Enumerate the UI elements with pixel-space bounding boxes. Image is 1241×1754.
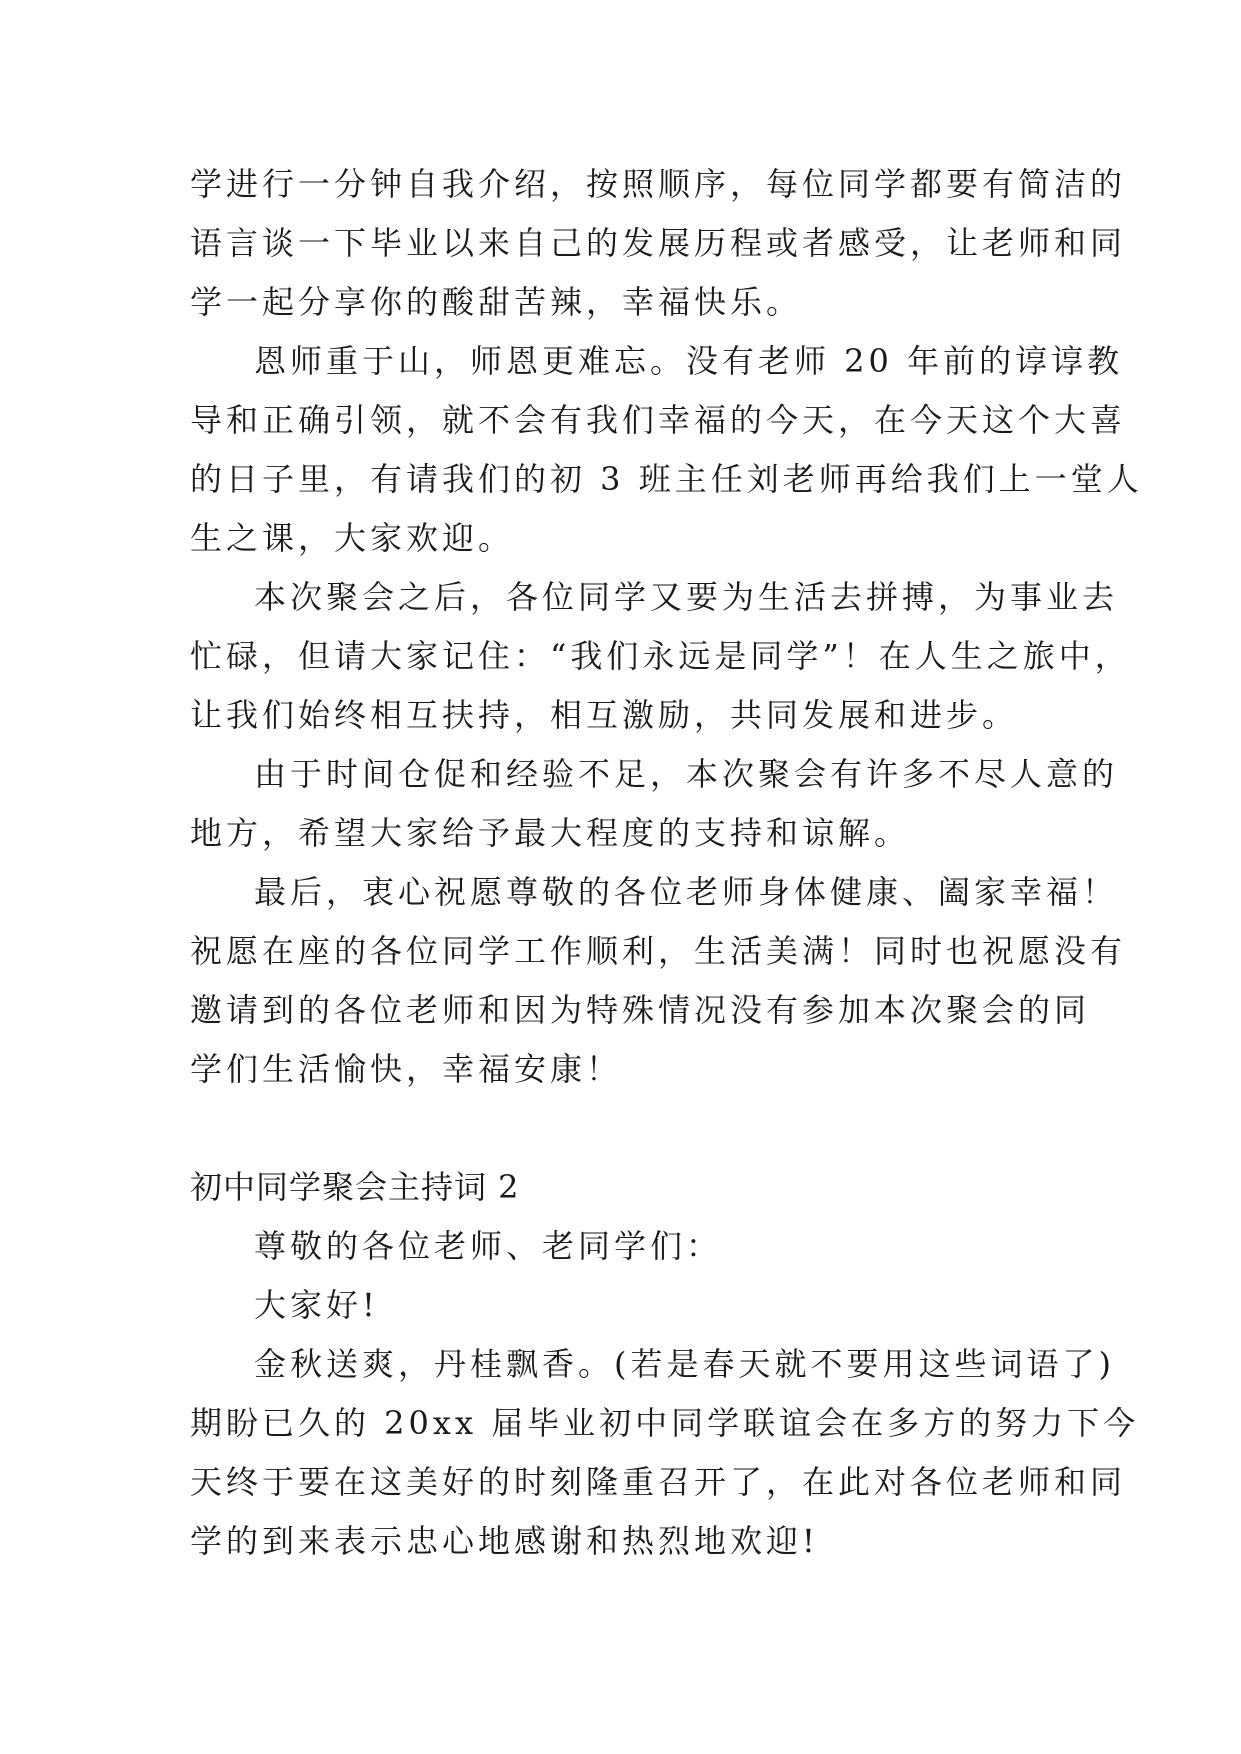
paragraph-line: 邀请到的各位老师和因为特殊情况没有参加本次聚会的同 — [190, 991, 1091, 1029]
paragraph-line: 的日子里，有请我们的初 3 班主任刘老师再给我们上一堂人 — [190, 460, 1143, 498]
section-title: 初中同学聚会主持词 2 — [190, 1168, 520, 1206]
paragraph-line: 忙碌，但请大家记住：“我们永远是同学”！在人生之旅中， — [190, 637, 1131, 675]
paragraph-line: 由于时间仓促和经验不足，本次聚会有许多不尽人意的 — [254, 755, 1119, 793]
paragraph-line: 学进行一分钟自我介绍，按照顺序，每位同学都要有简洁的 — [190, 165, 1127, 203]
paragraph-line: 本次聚会之后，各位同学又要为生活去拼搏，为事业去 — [254, 578, 1119, 616]
paragraph-line: 语言谈一下毕业以来自己的发展历程或者感受，让老师和同 — [190, 224, 1127, 262]
paragraph-line: 期盼已久的 20xx 届毕业初中同学联谊会在多方的努力下今 — [190, 1404, 1140, 1442]
paragraph-line: 导和正确引领，就不会有我们幸福的今天，在今天这个大喜 — [190, 401, 1127, 439]
paragraph-line: 祝愿在座的各位同学工作顺利，生活美满！同时也祝愿没有 — [190, 932, 1127, 970]
paragraph-line: 恩师重于山，师恩更难忘。没有老师 20 年前的谆谆教 — [254, 342, 1124, 380]
paragraph-line: 地方，希望大家给予最大程度的支持和谅解。 — [190, 814, 911, 852]
paragraph-line: 学的到来表示忠心地感谢和热烈地欢迎! — [190, 1522, 819, 1560]
paragraph-line: 尊敬的各位老师、老同学们： — [254, 1227, 723, 1265]
section-spacer — [190, 1099, 1070, 1158]
paragraph-line: 学一起分享你的酸甜苦辣，幸福快乐。 — [190, 283, 803, 321]
paragraph-line: 大家好! — [254, 1286, 379, 1324]
paragraph-line: 金秋送爽，丹桂飘香。(若是春天就不要用这些词语了) — [254, 1345, 1115, 1383]
paragraph-line: 天终于要在这美好的时刻隆重召开了，在此对各位老师和同 — [190, 1463, 1127, 1501]
paragraph-line: 最后，衷心祝愿尊敬的各位老师身体健康、阖家幸福！ — [254, 873, 1119, 911]
paragraph-line: 生之课，大家欢迎。 — [190, 519, 515, 557]
paragraph-line: 学们生活愉快，幸福安康！ — [190, 1050, 623, 1088]
document-body — [190, 155, 1143, 1571]
paragraph-line: 让我们始终相互扶持，相互激励，共同发展和进步。 — [190, 696, 1019, 734]
